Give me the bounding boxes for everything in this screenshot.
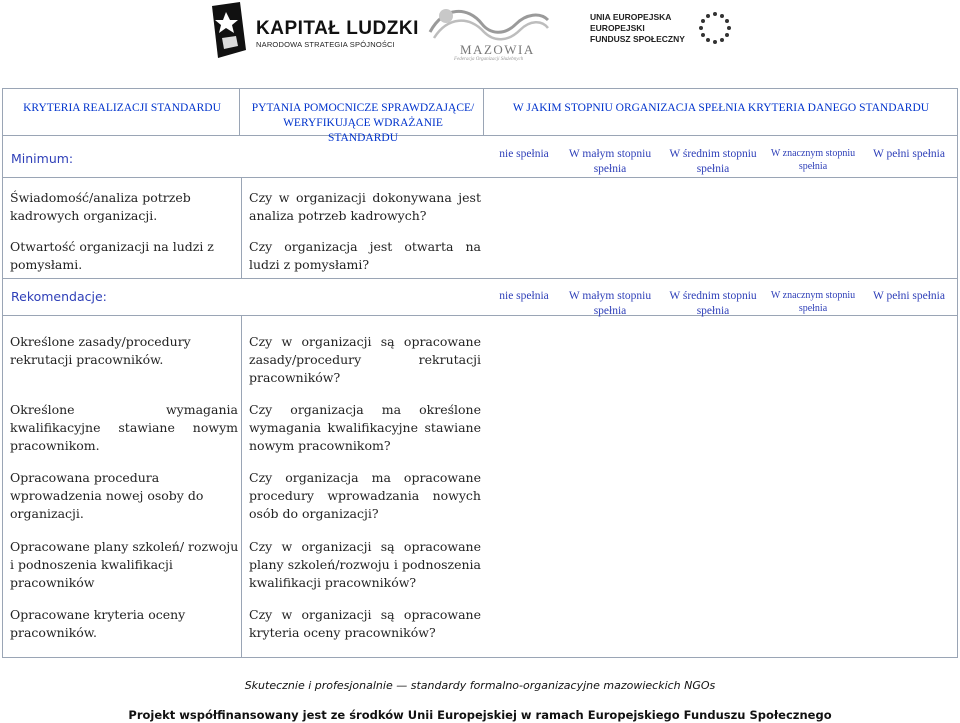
- kapital-ludzki-subtitle: NARODOWA STRATEGIA SPÓJNOŚCI: [256, 40, 395, 49]
- minimum-label: Minimum:: [11, 151, 74, 166]
- question-item: Czy w organizacji są opracowane plany szkoleń/rozwoju i podnoszenia kwalifikacji pracowników?: [249, 539, 481, 590]
- level-low: W małym stopniu spełnia: [568, 290, 652, 317]
- criteria-column-header: KRYTERIA REALIZACJI STANDARDU: [23, 102, 221, 114]
- mazowia-subtitle: Federacja Organizacji Służebnych: [454, 57, 524, 62]
- footer-tagline: Skutecznie i profesjonalnie — standardy formalno-organizacyjne mazowieckich NGOs: [244, 679, 716, 692]
- eu-flag-icon: [690, 10, 740, 46]
- criterion-item: Określone zasady/procedury rekrutacji pracowników.: [10, 334, 191, 367]
- mazowia-emblem-icon: [424, 2, 554, 44]
- mazowia-name: MAZOWIA: [460, 42, 535, 57]
- level-medium: W średnim stopniu spełnia: [669, 148, 757, 175]
- level-full: W pełni spełnia: [873, 290, 945, 302]
- level-full: W pełni spełnia: [873, 148, 945, 160]
- questions-column-header: PYTANIA POMOCNICZE SPRAWDZAJĄCE/ WERYFIKUJĄCE WDRAŻANIE STANDARDU: [251, 102, 475, 144]
- criterion-item: Otwartość organizacji na ludzi z pomysłami.: [10, 239, 214, 272]
- kapital-ludzki-title: KAPITAŁ LUDZKI: [256, 18, 419, 39]
- question-item: Czy organizacja ma opracowane procedury wprowadzania nowych osób do organizacji?: [249, 470, 481, 521]
- eu-esf-logo: [590, 8, 750, 58]
- level-low: W małym stopniu spełnia: [568, 148, 652, 175]
- mazowia-logo: [424, 2, 554, 64]
- recommendations-label: Rekomendacje:: [11, 289, 107, 304]
- kapital-ludzki-logo: [210, 2, 419, 58]
- footer-funding-note: Projekt współfinansowany jest ze środków Unii Europejskiej w ramach Europejskiego Funduszu Społecznego: [128, 708, 832, 722]
- question-item: Czy organizacja jest otwarta na ludzi z pomysłami?: [249, 239, 481, 272]
- question-item: Czy w organizacji są opracowane zasady/procedury rekrutacji pracowników?: [249, 334, 481, 385]
- criterion-item: Określone wymagania kwalifikacyjne stawiane nowym pracownikom.: [10, 402, 238, 453]
- degree-column-header: W JAKIM STOPNIU ORGANIZACJA SPEŁNIA KRYTERIA DANEGO STANDARDU: [512, 102, 930, 114]
- eu-logo-line-1: UNIA EUROPEJSKA: [590, 12, 672, 22]
- criterion-item: Opracowane plany szkoleń/ rozwoju i podnoszenia kwalifikacji pracowników: [10, 539, 239, 590]
- eu-logo-line-2: EUROPEJSKI: [590, 23, 645, 33]
- criterion-item: Świadomość/analiza potrzeb kadrowych organizacji.: [10, 190, 191, 223]
- question-item: Czy w organizacji dokonywana jest analiza potrzeb kadrowych?: [249, 190, 481, 223]
- standard-criteria-table: [2, 88, 958, 658]
- criterion-item: Opracowane kryteria oceny pracowników.: [10, 607, 186, 640]
- eu-logo-text: [590, 12, 685, 45]
- level-not-met: nie spełnia: [499, 148, 549, 160]
- question-item: Czy w organizacji są opracowane kryteria oceny pracowników?: [249, 607, 481, 640]
- level-not-met: nie spełnia: [499, 290, 549, 302]
- question-item: Czy organizacja ma określone wymagania kwalifikacyjne stawiane nowym pracownikom?: [249, 402, 481, 453]
- level-significant: W znacznym stopniu spełnia: [770, 148, 856, 172]
- criterion-item: Opracowana procedura wprowadzenia nowej osoby do organizacji.: [10, 470, 204, 521]
- level-significant: W znacznym stopniu spełnia: [770, 290, 856, 314]
- kapital-ludzki-emblem-icon: [210, 2, 248, 58]
- level-medium: W średnim stopniu spełnia: [669, 290, 757, 317]
- eu-logo-line-3: FUNDUSZ SPOŁECZNY: [590, 34, 685, 44]
